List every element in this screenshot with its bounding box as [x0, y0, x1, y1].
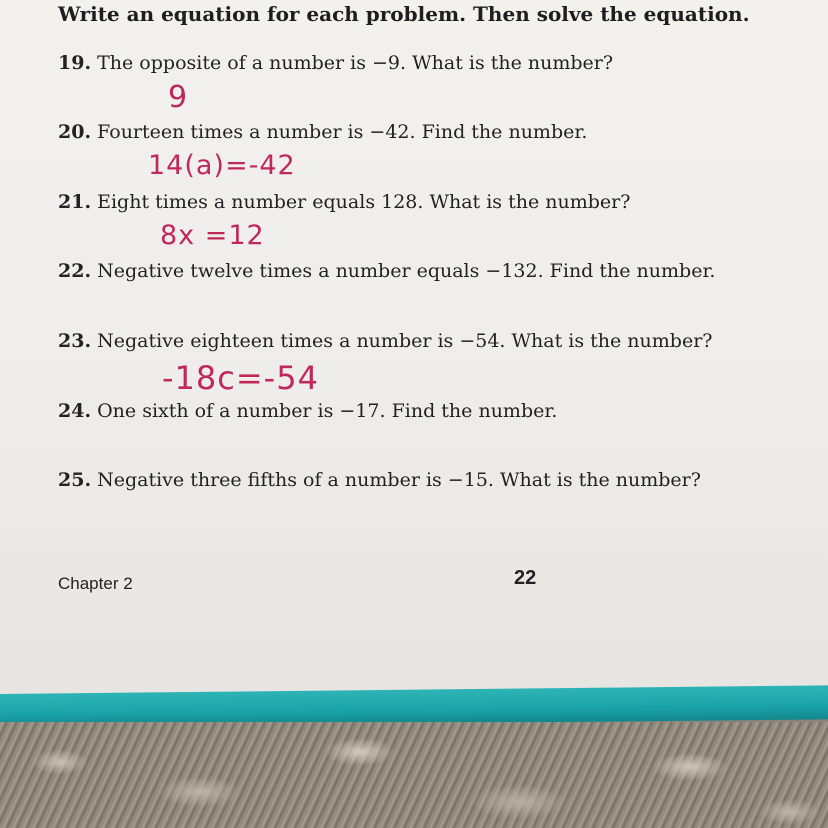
problem-text: The opposite of a number is −9. What is the number?	[97, 52, 614, 74]
problem-24	[58, 400, 557, 422]
problem-20	[58, 121, 587, 143]
problem-text: Fourteen times a number is −42. Find the number.	[97, 121, 588, 143]
handwritten-answer-20: 14(a)=-42	[148, 150, 296, 181]
carpet-background	[0, 722, 828, 828]
handwritten-answer-21: 8x =12	[160, 220, 265, 251]
problem-19	[58, 52, 613, 74]
handwritten-answer-23: -18c=-54	[162, 359, 319, 397]
problem-number: 20.	[58, 121, 92, 143]
problem-text: Negative three fifths of a number is −15. What is the number?	[97, 469, 701, 491]
problem-number: 21.	[58, 191, 92, 213]
problem-number: 25.	[58, 469, 92, 491]
problem-text: Eight times a number equals 128. What is the number?	[97, 191, 631, 213]
problem-number: 23.	[58, 330, 92, 352]
problem-number: 22.	[58, 260, 92, 282]
handwritten-answer-19: 9	[168, 80, 189, 115]
problem-22	[58, 260, 715, 282]
problem-23	[58, 330, 712, 352]
problem-text: Negative eighteen times a number is −54. What is the number?	[97, 330, 713, 352]
problem-text: One sixth of a number is −17. Find the number.	[97, 400, 558, 422]
problem-21	[58, 191, 630, 213]
chapter-label: Chapter 2	[58, 574, 133, 593]
problem-number: 19.	[58, 52, 92, 74]
problem-number: 24.	[58, 400, 92, 422]
problem-25	[58, 469, 701, 491]
instructions-heading: Write an equation for each problem. Then solve the equation.	[58, 2, 750, 26]
page-number: 22	[514, 567, 537, 589]
problem-text: Negative twelve times a number equals −132. Find the number.	[97, 260, 716, 282]
